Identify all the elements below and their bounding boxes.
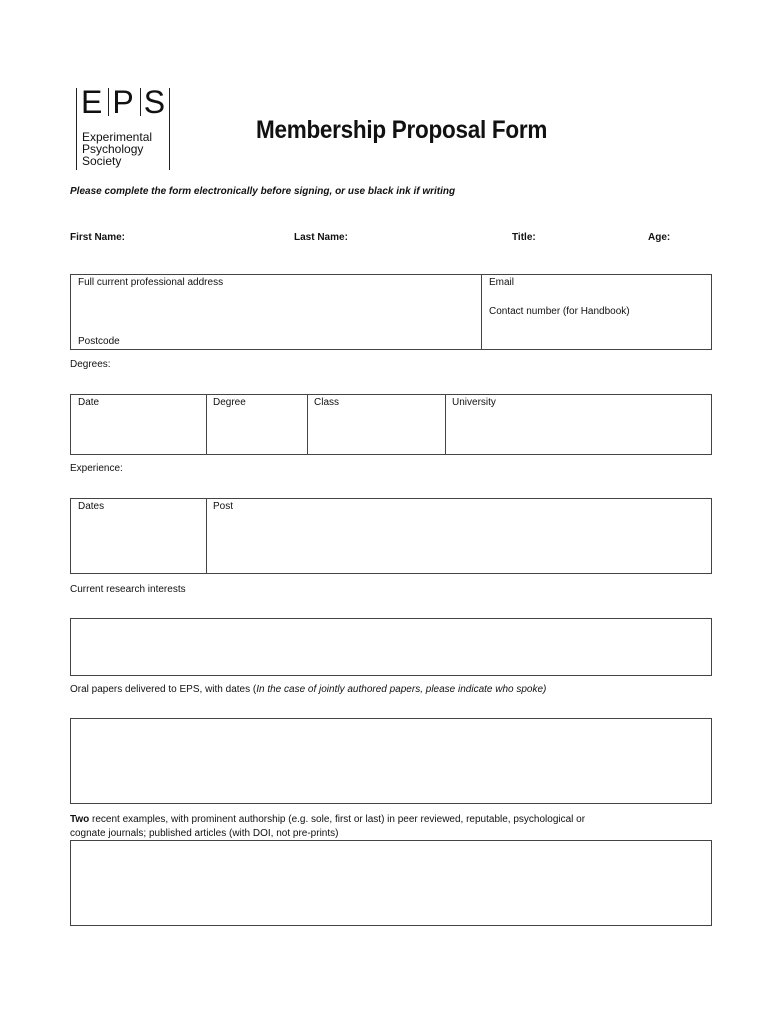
logo-right-rule bbox=[169, 88, 170, 170]
experience-table[interactable] bbox=[70, 498, 712, 574]
experience-heading: Experience: bbox=[70, 463, 123, 474]
age-label: Age: bbox=[648, 232, 671, 243]
eps-logo bbox=[76, 86, 172, 170]
degrees-table[interactable] bbox=[70, 394, 712, 455]
experience-col-dates: Dates bbox=[78, 501, 105, 512]
contact-label: Contact number (for Handbook) bbox=[489, 306, 630, 317]
logo-letter-s: S bbox=[143, 84, 169, 120]
title-label: Title: bbox=[512, 232, 536, 243]
examples-box[interactable] bbox=[70, 840, 712, 926]
address-divider bbox=[481, 275, 482, 349]
logo-letter-p: P bbox=[112, 84, 137, 120]
examples-heading bbox=[70, 813, 585, 841]
address-box[interactable] bbox=[70, 274, 712, 350]
oral-papers-prefix: Oral papers delivered to EPS, with dates ( bbox=[70, 684, 257, 695]
oral-papers-note: In the case of jointly authored papers, please indicate who spoke) bbox=[256, 684, 547, 695]
degrees-col-degree: Degree bbox=[213, 397, 246, 408]
page-title: Membership Proposal Form bbox=[256, 116, 548, 144]
logo-word-experimental: Experimental bbox=[82, 130, 153, 144]
degrees-divider-3 bbox=[445, 395, 446, 454]
degrees-col-class: Class bbox=[314, 397, 340, 408]
experience-divider bbox=[206, 499, 207, 573]
examples-bold: Two bbox=[70, 814, 90, 825]
logo-words bbox=[82, 131, 152, 167]
logo-word-society: Society bbox=[82, 154, 122, 168]
logo-letter-e: E bbox=[81, 84, 106, 120]
experience-col-post: Post bbox=[213, 501, 234, 512]
logo-word-psychology: Psychology bbox=[82, 142, 144, 156]
email-label: Email bbox=[489, 277, 515, 288]
postcode-label: Postcode bbox=[78, 336, 120, 347]
logo-left-rule bbox=[76, 88, 77, 170]
oral-papers-heading bbox=[70, 684, 546, 695]
instructions: Please complete the form electronically before signing, or use black ink if writing bbox=[70, 186, 456, 197]
logo-letters bbox=[81, 84, 168, 120]
degrees-heading: Degrees: bbox=[70, 359, 111, 370]
degrees-col-date: Date bbox=[78, 397, 100, 408]
oral-papers-box[interactable] bbox=[70, 718, 712, 804]
examples-line2: cognate journals; published articles (with DOI, not pre-prints) bbox=[70, 828, 339, 839]
degrees-divider-2 bbox=[307, 395, 308, 454]
examples-line1: recent examples, with prominent authorship (e.g. sole, first or last) in peer reviewed, reputable, psychological or bbox=[89, 814, 586, 825]
degrees-divider-1 bbox=[206, 395, 207, 454]
address-label: Full current professional address bbox=[78, 277, 224, 288]
last-name-label: Last Name: bbox=[294, 232, 348, 243]
research-heading: Current research interests bbox=[70, 584, 186, 595]
research-box[interactable] bbox=[70, 618, 712, 676]
first-name-label: First Name: bbox=[70, 232, 126, 243]
degrees-col-university: University bbox=[452, 397, 496, 408]
